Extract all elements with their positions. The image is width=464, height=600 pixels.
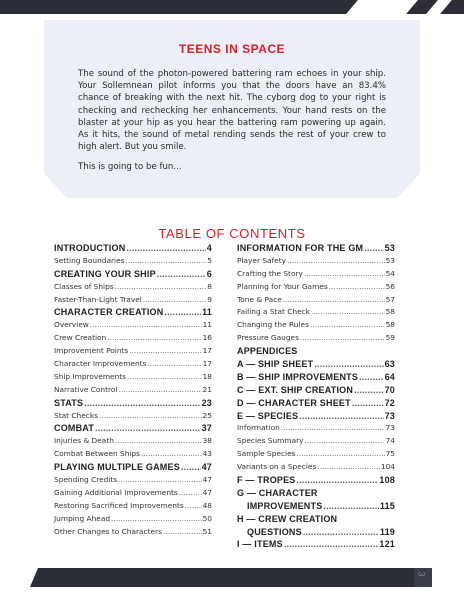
toc-entry-page: 23 [201, 397, 212, 408]
toc-entry-label: G — CHARACTER [237, 487, 318, 498]
toc-leader-dots [297, 475, 379, 485]
header-band [0, 0, 464, 14]
toc-entry-label: STATS [54, 397, 84, 408]
toc-leader-dots [127, 372, 202, 381]
toc-leader-dots [126, 243, 205, 253]
toc-entry-page: 73 [385, 423, 395, 433]
toc-entry-label: CHARACTER CREATION [54, 307, 164, 318]
toc-entry-page: 57 [385, 294, 395, 304]
toc-entry-page: 37 [201, 423, 212, 434]
toc-entry-label: IMPROVEMENTS [247, 500, 323, 511]
toc-leader-dots [125, 256, 206, 265]
toc-entry[interactable] [54, 282, 212, 295]
toc-entry[interactable] [237, 307, 395, 320]
toc-entry-page: 8 [207, 281, 212, 291]
toc-entry-label: Sample Species [237, 449, 296, 459]
toc-entry-label: QUESTIONS [247, 526, 302, 537]
toc-entry-page: 54 [385, 268, 395, 278]
toc-entry[interactable] [237, 256, 395, 269]
toc-entry[interactable] [54, 423, 212, 436]
toc-entry-label: Setting Boundaries [54, 255, 125, 265]
toc-entry[interactable] [54, 514, 212, 527]
toc-entry-page: 58 [385, 320, 395, 330]
intro-text [78, 68, 386, 174]
toc-entry[interactable] [237, 346, 395, 359]
toc-entry-label: Other Changes to Characters [54, 526, 162, 536]
toc-entry[interactable] [54, 462, 212, 475]
toc-entry-page: 119 [379, 526, 395, 537]
toc-entry-page: 108 [379, 475, 395, 486]
toc-leader-dots [107, 333, 201, 342]
toc-leader-dots [129, 346, 201, 355]
toc-entry-label: Stat Checks [54, 410, 98, 420]
toc-column-left [54, 243, 212, 539]
toc-entry[interactable] [54, 411, 212, 424]
toc-leader-dots [163, 527, 202, 536]
toc-entry-page: 70 [384, 384, 395, 395]
toc-entry-label: Jumping Ahead [54, 513, 111, 523]
toc-entry-page: 50 [202, 513, 212, 523]
toc-entry-page: 53 [384, 243, 395, 253]
toc-entry-page: 11 [202, 307, 212, 318]
toc-entry-label: Character Improvements [54, 359, 147, 369]
toc-entry[interactable] [237, 449, 395, 462]
toc-entry-label: INTRODUCTION [54, 243, 126, 253]
toc-entry-page: 43 [202, 449, 212, 459]
toc-entry-page: 73 [384, 410, 395, 421]
toc-entry-page: 75 [385, 449, 395, 459]
toc-entry-page: 115 [379, 500, 395, 511]
toc-entry[interactable] [54, 307, 212, 320]
toc-entry[interactable] [237, 398, 395, 411]
toc-entry-page: 16 [202, 333, 212, 343]
toc-entry-page: 53 [385, 255, 395, 265]
toc-entry[interactable] [237, 488, 395, 501]
toc-leader-dots [284, 539, 379, 549]
toc-leader-dots [115, 282, 207, 291]
toc-entry-label: Classes of Ships [54, 281, 114, 291]
toc-leader-dots [364, 243, 383, 253]
toc-leader-dots [323, 501, 378, 511]
toc-leader-dots [99, 411, 202, 420]
header-stripe [346, 0, 418, 14]
toc-entry[interactable] [237, 436, 395, 449]
toc-entry-label: Information [237, 423, 280, 433]
toc-entry-page: 38 [202, 436, 212, 446]
toc-leader-dots [305, 436, 385, 445]
toc-leader-dots [354, 385, 383, 395]
toc-leader-dots [317, 462, 380, 471]
toc-entry[interactable] [54, 488, 212, 501]
toc-leader-dots [303, 527, 379, 537]
toc-entry-label: Ship Improvements [54, 371, 127, 381]
toc-entry[interactable] [54, 256, 212, 269]
toc-entry-label: Tone & Pace [237, 294, 282, 304]
toc-entry[interactable] [54, 385, 212, 398]
toc-entry[interactable] [237, 295, 395, 308]
toc-entry-label: INFORMATION FOR THE GM [237, 243, 364, 253]
toc-entry[interactable] [237, 539, 395, 552]
toc-leader-dots [297, 449, 385, 458]
toc-entry[interactable] [237, 243, 395, 256]
toc-entry-page: 5 [207, 255, 212, 265]
toc-entry-label: Crafting the Story [237, 268, 303, 278]
toc-leader-dots [95, 423, 201, 433]
toc-entry-page: 121 [379, 539, 395, 550]
toc-leader-dots [304, 269, 385, 278]
intro-paragraph: This is going to be fun... [78, 162, 182, 173]
toc-leader-dots [287, 256, 385, 265]
toc-entry-label: H — CREW CREATION [237, 513, 338, 524]
toc-entry[interactable] [237, 423, 395, 436]
toc-leader-dots [310, 320, 385, 329]
toc-leader-dots [143, 295, 207, 304]
page-number: 3 [416, 571, 427, 577]
toc-entry-label: A — SHIP SHEET [237, 359, 314, 370]
toc-column-right [237, 243, 395, 552]
toc-entry-page: 47 [201, 462, 212, 473]
toc-entry-label: I — ITEMS [237, 539, 283, 550]
toc-leader-dots [300, 333, 385, 342]
toc-entry-page: 59 [385, 333, 395, 343]
toc-entry-page: 25 [202, 410, 212, 420]
toc-entry[interactable] [237, 282, 395, 295]
toc-entry-label: COMBAT [54, 423, 95, 434]
toc-leader-dots [157, 269, 206, 279]
toc-entry-label: PLAYING MULTIPLE GAMES [54, 462, 180, 473]
toc-entry-page: 48 [202, 500, 212, 510]
toc-leader-dots [111, 514, 202, 523]
toc-entry-page: 6 [206, 268, 212, 279]
toc-leader-dots [118, 385, 201, 394]
toc-title: TABLE OF CONTENTS [158, 226, 306, 241]
toc-leader-dots [311, 307, 385, 316]
toc-entry[interactable] [237, 501, 395, 514]
toc-entry-label: Gaining Additional Improvements [54, 487, 178, 497]
toc-entry[interactable] [54, 333, 212, 346]
toc-leader-dots [84, 398, 200, 408]
toc-entry[interactable] [54, 320, 212, 333]
toc-entry[interactable] [237, 527, 395, 540]
toc-entry-label: Crew Creation [54, 333, 107, 343]
toc-entry-label: F — TROPES [237, 475, 296, 486]
toc-entry-label: D — CHARACTER SHEET [237, 397, 351, 408]
toc-entry-page: 74 [385, 436, 395, 446]
toc-entry-page: 9 [207, 294, 212, 304]
toc-entry-label: Improvement Points [54, 346, 129, 356]
toc-entry-page: 56 [385, 281, 395, 291]
toc-leader-dots [147, 359, 201, 368]
toc-leader-dots [352, 398, 384, 408]
toc-entry-page: 11 [202, 320, 212, 330]
toc-entry-label: Failing a Stat Check [237, 307, 310, 317]
intro-paragraph: The sound of the photon-powered battering ram echoes in your ship. Your Sollemnean pilot informs you that the doors have an 83.4% chance of breaking with the next hit. The cyborg dog to your right is checking and rechecking her enhancements. Your hand rests on the blaster at your hip as you hear the battering ram powering up again. As it hits, the sound of metal rending sends the rest of your crew to high alert. But you smile. [78, 69, 386, 153]
toc-entry-page: 64 [384, 371, 395, 382]
toc-leader-dots [359, 372, 384, 382]
toc-leader-dots [314, 359, 383, 369]
toc-leader-dots [185, 501, 202, 510]
toc-entry-label: Pressure Gauges [237, 333, 299, 343]
toc-entry-label: APPENDICES [237, 346, 298, 357]
footer-bar [30, 568, 428, 587]
toc-entry-page: 17 [202, 346, 212, 356]
toc-entry-page: 72 [384, 397, 395, 408]
toc-leader-dots [90, 320, 202, 329]
toc-entry[interactable] [237, 269, 395, 282]
toc-entry[interactable] [54, 346, 212, 359]
toc-entry-page: 63 [384, 359, 395, 370]
toc-entry-page: 47 [202, 475, 212, 485]
toc-entry[interactable] [54, 295, 212, 308]
toc-entry-page: 47 [202, 487, 212, 497]
toc-entry-page: 104 [380, 462, 395, 472]
book-title: TEENS IN SPACE [178, 42, 286, 56]
toc-entry-label: Changing the Rules [237, 320, 309, 330]
toc-entry[interactable] [54, 243, 212, 256]
toc-entry[interactable] [237, 385, 395, 398]
toc-entry[interactable] [54, 501, 212, 514]
toc-entry-label: Spending Credits [54, 475, 118, 485]
toc-entry[interactable] [54, 449, 212, 462]
toc-entry[interactable] [237, 320, 395, 333]
toc-leader-dots [141, 449, 202, 458]
toc-entry-label: Faster-Than-Light Travel [54, 294, 142, 304]
toc-entry[interactable] [54, 269, 212, 282]
toc-entry[interactable] [54, 359, 212, 372]
toc-entry-label: E — SPECIES [237, 410, 299, 421]
toc-entry-page: 51 [202, 526, 212, 536]
toc-entry-label: C — EXT. SHIP CREATION [237, 384, 354, 395]
toc-entry-label: B — SHIP IMPROVEMENTS [237, 371, 359, 382]
toc-entry[interactable] [237, 411, 395, 424]
toc-entry[interactable] [237, 514, 395, 527]
toc-entry[interactable] [237, 372, 395, 385]
toc-leader-dots [283, 295, 385, 304]
toc-entry[interactable] [54, 527, 212, 540]
toc-entry-label: Combat Between Ships [54, 449, 141, 459]
toc-entry-label: Player Safety [237, 255, 286, 265]
footer-band [0, 560, 464, 600]
toc-entry[interactable] [237, 475, 395, 488]
toc-leader-dots [118, 475, 201, 484]
toc-entry[interactable] [54, 475, 212, 488]
toc-entry-page: 18 [202, 371, 212, 381]
toc-leader-dots [115, 436, 202, 445]
toc-entry-label: Injuries & Death [54, 436, 114, 446]
toc-entry-label: Restoring Sacrificed Improvements [54, 500, 184, 510]
header-stripe [426, 0, 452, 14]
toc-leader-dots [164, 307, 201, 317]
toc-entry-page: 17 [202, 359, 212, 369]
toc-leader-dots [299, 411, 383, 421]
toc-entry-label: Variants on a Species [237, 462, 317, 472]
toc-leader-dots [181, 462, 201, 472]
toc-leader-dots [329, 282, 385, 291]
toc-entry-label: Narrative Control [54, 384, 118, 394]
toc-entry-label: CREATING YOUR SHIP [54, 268, 156, 279]
toc-entry[interactable] [237, 359, 395, 372]
toc-leader-dots [179, 488, 202, 497]
toc-entry-label: Species Summary [237, 436, 304, 446]
toc-entry-label: Overview [54, 320, 89, 330]
toc-entry-label: Planning for Your Games [237, 281, 328, 291]
toc-entry-page: 21 [202, 384, 212, 394]
toc-entry-page: 4 [206, 243, 212, 253]
toc-entry[interactable] [54, 398, 212, 411]
toc-entry[interactable] [237, 333, 395, 346]
toc-entry[interactable] [237, 462, 395, 475]
toc-entry[interactable] [54, 436, 212, 449]
toc-leader-dots [281, 423, 385, 432]
toc-entry-page: 58 [385, 307, 395, 317]
toc-entry[interactable] [54, 372, 212, 385]
